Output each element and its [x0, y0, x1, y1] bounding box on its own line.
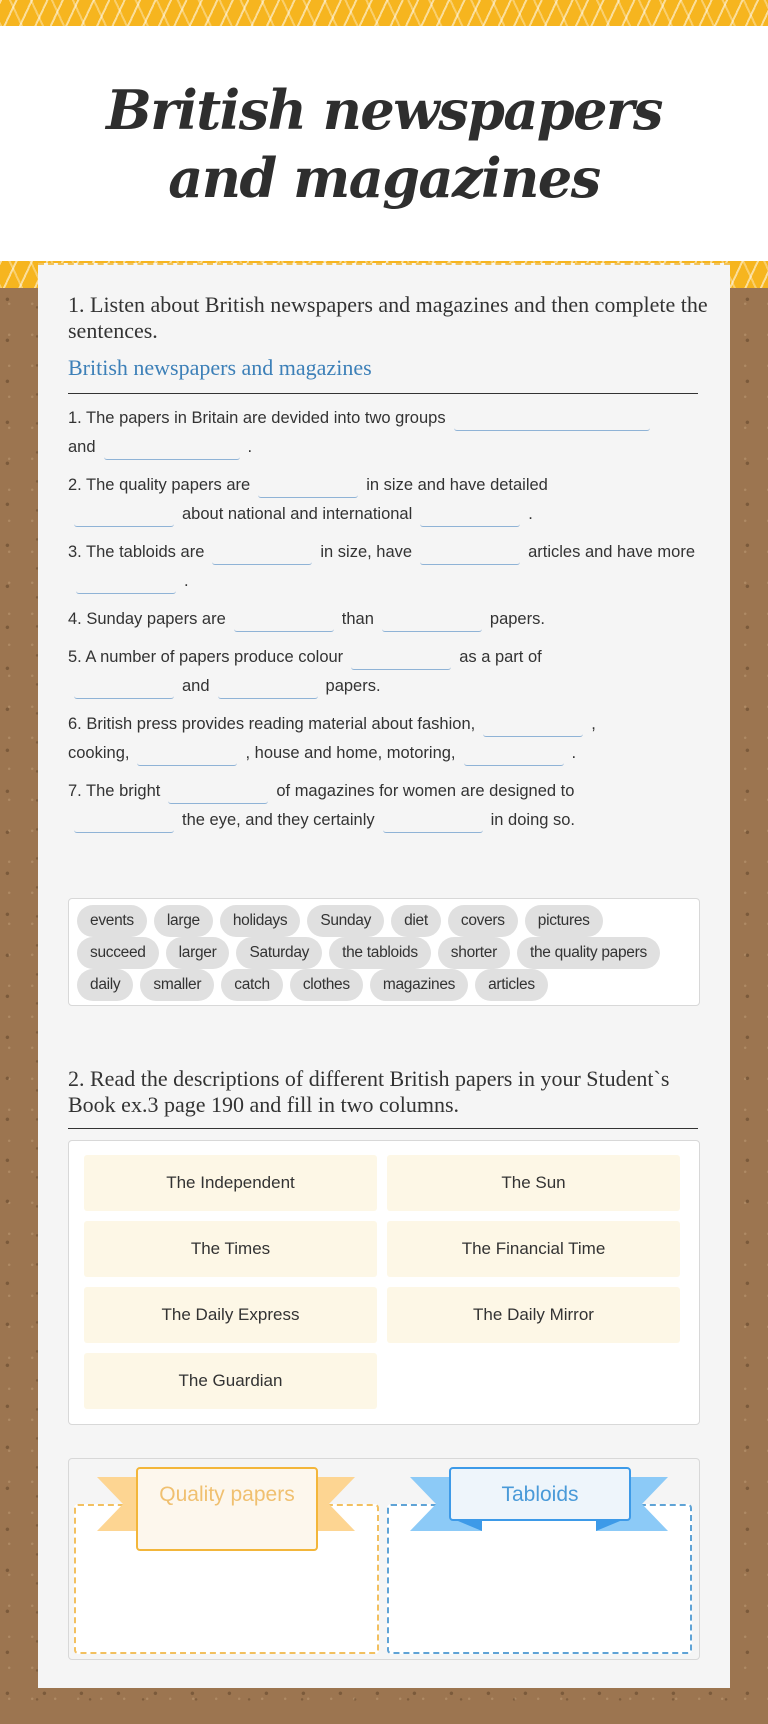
header: [0, 26, 768, 261]
sentence-text: papers.: [489, 610, 545, 628]
sentence-text: 3. The tabloids are: [68, 543, 205, 561]
sentence-text: ,: [591, 715, 596, 733]
blank-input[interactable]: [464, 744, 564, 766]
blank-input[interactable]: [382, 610, 482, 632]
decorative-banner-top: [0, 0, 768, 26]
sentence-5: [68, 643, 700, 701]
blank-input[interactable]: [420, 543, 520, 565]
sorting-area: [68, 1458, 700, 1660]
sentence-4: [68, 605, 700, 634]
sentence-text: and: [68, 438, 96, 456]
blank-input[interactable]: [76, 572, 176, 594]
blank-input[interactable]: [74, 505, 174, 527]
sentence-text: about national and international: [182, 505, 413, 523]
column-label-quality: Quality papers: [136, 1467, 318, 1551]
sentence-text: the eye, and they certainly: [182, 811, 375, 829]
word-bank: [68, 898, 700, 1006]
sentence-text: .: [528, 505, 533, 523]
papers-pool: [68, 1140, 700, 1425]
word-chip[interactable]: smaller: [140, 969, 214, 1001]
divider: [68, 393, 698, 394]
task2-heading: 2. Read the descriptions of different British papers in your Student`s Book ex.3 page 190 and fill in two columns.: [68, 1066, 670, 1117]
blank-input[interactable]: [351, 648, 451, 670]
sentence-1: [68, 404, 700, 462]
word-chip[interactable]: the quality papers: [517, 937, 660, 969]
task1-subheading: British newspapers and magazines: [68, 355, 372, 380]
sentence-text: 2. The quality papers are: [68, 476, 251, 494]
word-chip[interactable]: shorter: [438, 937, 510, 969]
sentence-text: and: [182, 677, 210, 695]
divider: [68, 1128, 698, 1129]
blank-input[interactable]: [454, 409, 650, 431]
sentence-text: 6. British press provides reading material about fashion,: [68, 715, 476, 733]
sentence-text: 4. Sunday papers are: [68, 610, 226, 628]
word-chip[interactable]: diet: [391, 905, 441, 937]
sentence-text: , house and home, motoring,: [245, 744, 456, 762]
draggable-paper[interactable]: The Independent: [84, 1155, 377, 1211]
sentence-text: cooking,: [68, 744, 130, 762]
blank-input[interactable]: [74, 811, 174, 833]
draggable-paper[interactable]: The Daily Mirror: [387, 1287, 680, 1343]
blank-input[interactable]: [212, 543, 312, 565]
task1-heading: 1. Listen about British newspapers and magazines and then complete the sentences.: [68, 292, 708, 343]
word-chip[interactable]: events: [77, 905, 147, 937]
draggable-paper[interactable]: The Sun: [387, 1155, 680, 1211]
sentence-3: [68, 538, 700, 596]
sentence-text: 7. The bright: [68, 782, 161, 800]
word-chip[interactable]: magazines: [370, 969, 468, 1001]
column-label-tabloids: Tabloids: [449, 1467, 631, 1521]
word-chip[interactable]: daily: [77, 969, 133, 1001]
sentence-text: of magazines for women are designed to: [276, 782, 575, 800]
page-title: British newspapers and magazines: [106, 77, 662, 210]
word-chip[interactable]: pictures: [525, 905, 603, 937]
sentence-text: papers.: [325, 677, 381, 695]
word-chip[interactable]: the tabloids: [329, 937, 431, 969]
word-chip[interactable]: succeed: [77, 937, 159, 969]
word-chip[interactable]: articles: [475, 969, 548, 1001]
blank-input[interactable]: [420, 505, 520, 527]
word-chip[interactable]: catch: [221, 969, 283, 1001]
blank-input[interactable]: [483, 715, 583, 737]
blank-input[interactable]: [104, 438, 240, 460]
word-chip[interactable]: clothes: [290, 969, 363, 1001]
sentence-text: .: [184, 572, 189, 590]
blank-input[interactable]: [258, 476, 358, 498]
word-chip[interactable]: covers: [448, 905, 518, 937]
sentence-text: 1. The papers in Britain are devided into two groups: [68, 409, 446, 427]
draggable-paper[interactable]: The Daily Express: [84, 1287, 377, 1343]
sentence-text: .: [571, 744, 577, 762]
draggable-paper[interactable]: The Financial Time: [387, 1221, 680, 1277]
blank-input[interactable]: [168, 782, 268, 804]
blank-input[interactable]: [218, 677, 318, 699]
blank-input[interactable]: [74, 677, 174, 699]
draggable-paper[interactable]: The Times: [84, 1221, 377, 1277]
blank-input[interactable]: [137, 744, 237, 766]
sentence-text: than: [341, 610, 374, 628]
sentence-7: [68, 777, 700, 835]
blank-input[interactable]: [234, 610, 334, 632]
word-chip[interactable]: large: [154, 905, 213, 937]
draggable-paper[interactable]: The Guardian: [84, 1353, 377, 1409]
sentence-text: as a part of: [459, 648, 542, 666]
sentence-text: in doing so.: [490, 811, 576, 829]
worksheet-card: [38, 263, 730, 1688]
word-chip[interactable]: holidays: [220, 905, 300, 937]
sentence-text: 5. A number of papers produce colour: [68, 648, 344, 666]
sentence-text: articles and have more: [528, 543, 696, 561]
sentence-text: .: [247, 438, 253, 456]
word-chip[interactable]: larger: [166, 937, 230, 969]
word-chip[interactable]: Sunday: [307, 905, 384, 937]
sentence-text: in size and have detailed: [366, 476, 548, 494]
sentence-2: [68, 471, 700, 529]
word-chip[interactable]: Saturday: [236, 937, 322, 969]
fill-in-sentences: [68, 404, 700, 844]
sentence-text: in size, have: [320, 543, 413, 561]
blank-input[interactable]: [383, 811, 483, 833]
sentence-6: [68, 710, 700, 768]
